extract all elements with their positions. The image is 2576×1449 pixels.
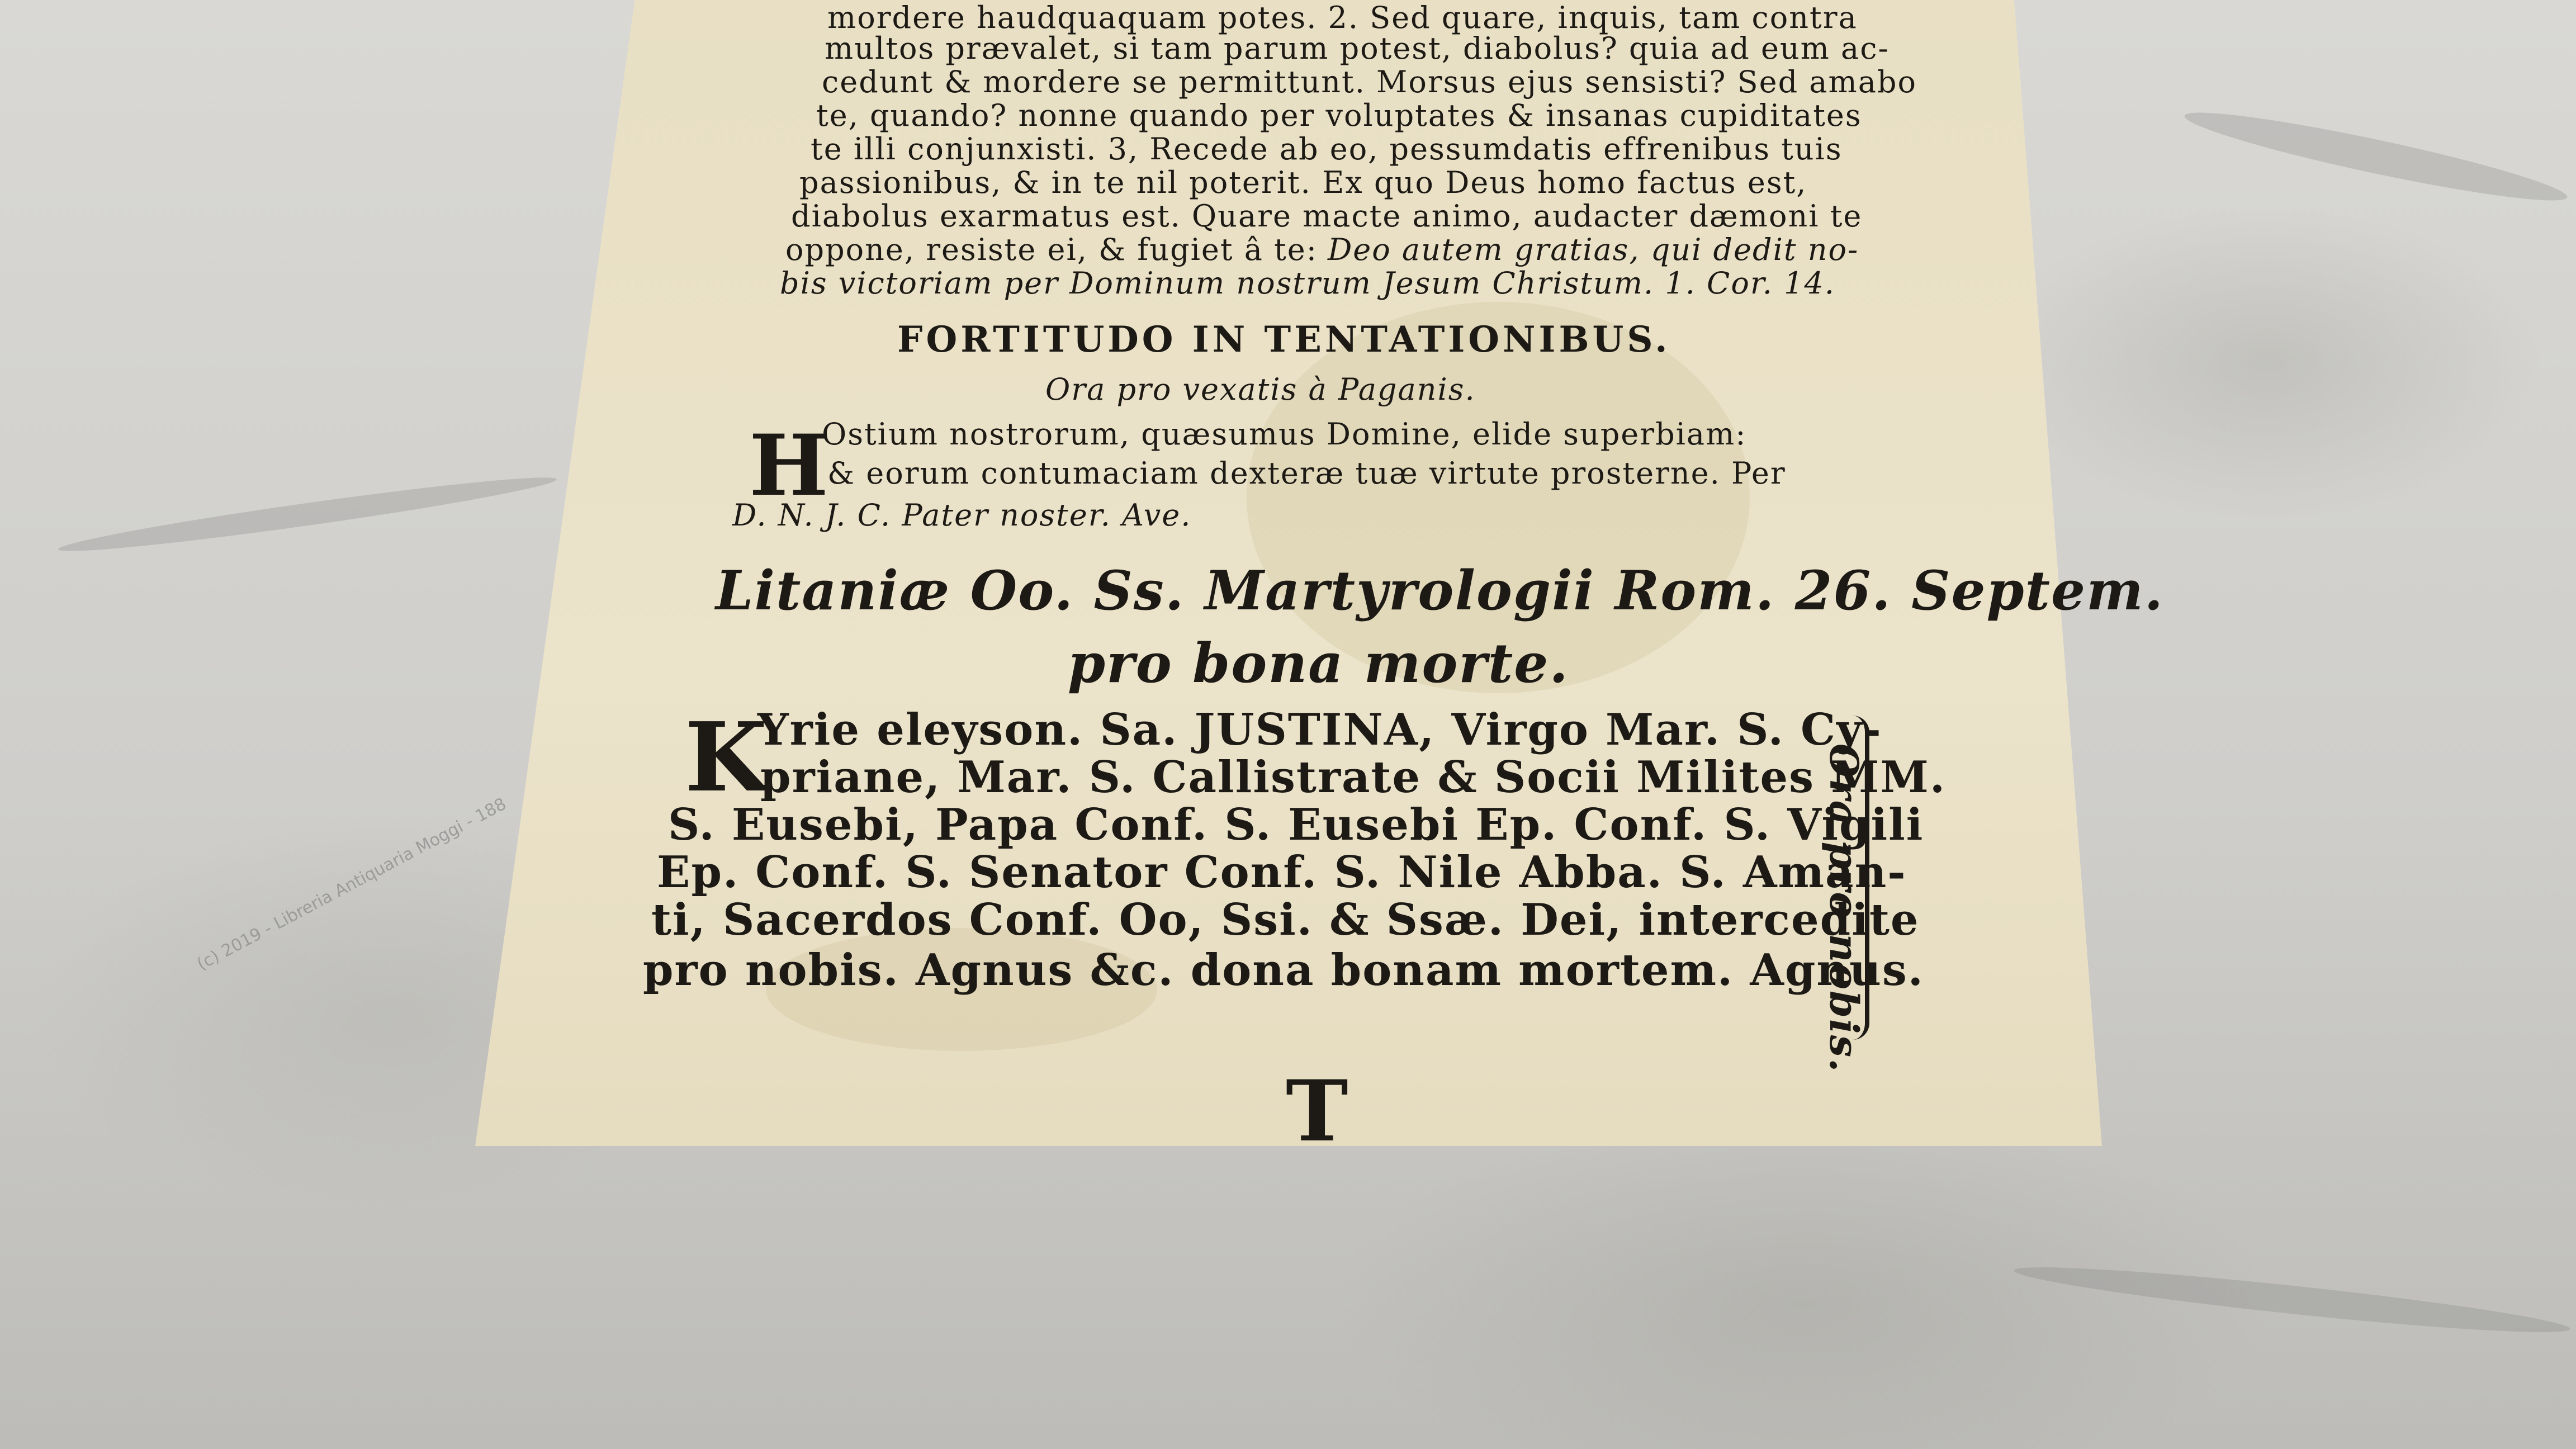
italic-inline: Deo autem gratias, qui dedit no- [1328, 232, 1859, 267]
prayer-initial: H [749, 416, 828, 515]
top-line-9: bis victoriam per Dominum nostrum Jesum Christum. 1. Cor. 14. [780, 266, 1835, 301]
top-line-8: oppone, resiste ei, & fugiet â te: [785, 232, 1318, 267]
top-line-6: passionibus, & in te nil poterit. Ex quo Deus homo factus est, [799, 165, 1807, 200]
litany-line-3: S. Eusebi, Papa Conf. S. Eusebi Ep. Conf. S. Vigili [668, 799, 1924, 850]
signature-mark: T [1286, 1062, 1348, 1161]
litany-side-text: Ora pro nobis. [1821, 744, 1867, 1073]
litany-line-5: ti, Sacerdos Conf. Oo, Ssi. & Ssæ. Dei, intercedite [651, 894, 1920, 945]
litany-title: Litaniæ Oo. Ss. Martyrologii Rom. 26. Septem. [716, 559, 2165, 622]
section-heading: FORTITUDO IN TENTATIONIBUS. [897, 319, 1671, 361]
section-subheading: Ora pro vexatis à Paganis. [1045, 372, 1476, 407]
marble-vein [2012, 1257, 2572, 1343]
prayer-line-2: & eorum contumaciam dexteræ tuæ virtute prosterne. Per [827, 456, 1786, 491]
litany-line-4: Ep. Conf. S. Senator Conf. S. Nile Abba. S. Aman- [657, 847, 1907, 898]
prayer-line-3: D. N. J. C. Pater noster. Ave. [732, 498, 1192, 533]
litany-subtitle: pro bona morte. [1068, 632, 1569, 695]
watermark: (c) 2019 - Libreria Antiquaria Moggi - 188 [193, 794, 510, 974]
marble-vein [2181, 100, 2570, 214]
litany-line-1: Yrie eleyson. Sa. JUSTINA, Virgo Mar. S. Cy- [757, 704, 1882, 755]
litany-line-2: priane, Mar. S. Callistrate & Socii Milites MM. [760, 752, 1946, 803]
top-line-5: te illi conjunxisti. 3, Recede ab eo, pessumdatis effrenibus tuis [811, 131, 1843, 167]
prayer-line-1: Ostium nostrorum, quæsumus Domine, elide superbiam: [822, 416, 1747, 452]
litany-line-6: pro nobis. Agnus &c. dona bonam mortem. Agnus. [643, 945, 1924, 996]
top-line-7: diabolus exarmatus est. Quare macte animo, audacter dæmoni te [791, 198, 1863, 234]
litany-initial: K [685, 702, 768, 813]
top-line-2: multos prævalet, si tam parum potest, diabolus? quia ad eum ac- [825, 31, 1890, 66]
top-line-3: cedunt & mordere se permittunt. Morsus ejus sensisti? Sed amabo [822, 64, 1917, 100]
marble-vein [57, 468, 558, 561]
top-line-1: mordere haudquaquam potes. 2. Sed quare, inquis, tam contra [827, 0, 1858, 35]
top-line-4: te, quando? nonne quando per voluptates & insanas cupiditates [816, 98, 1862, 133]
